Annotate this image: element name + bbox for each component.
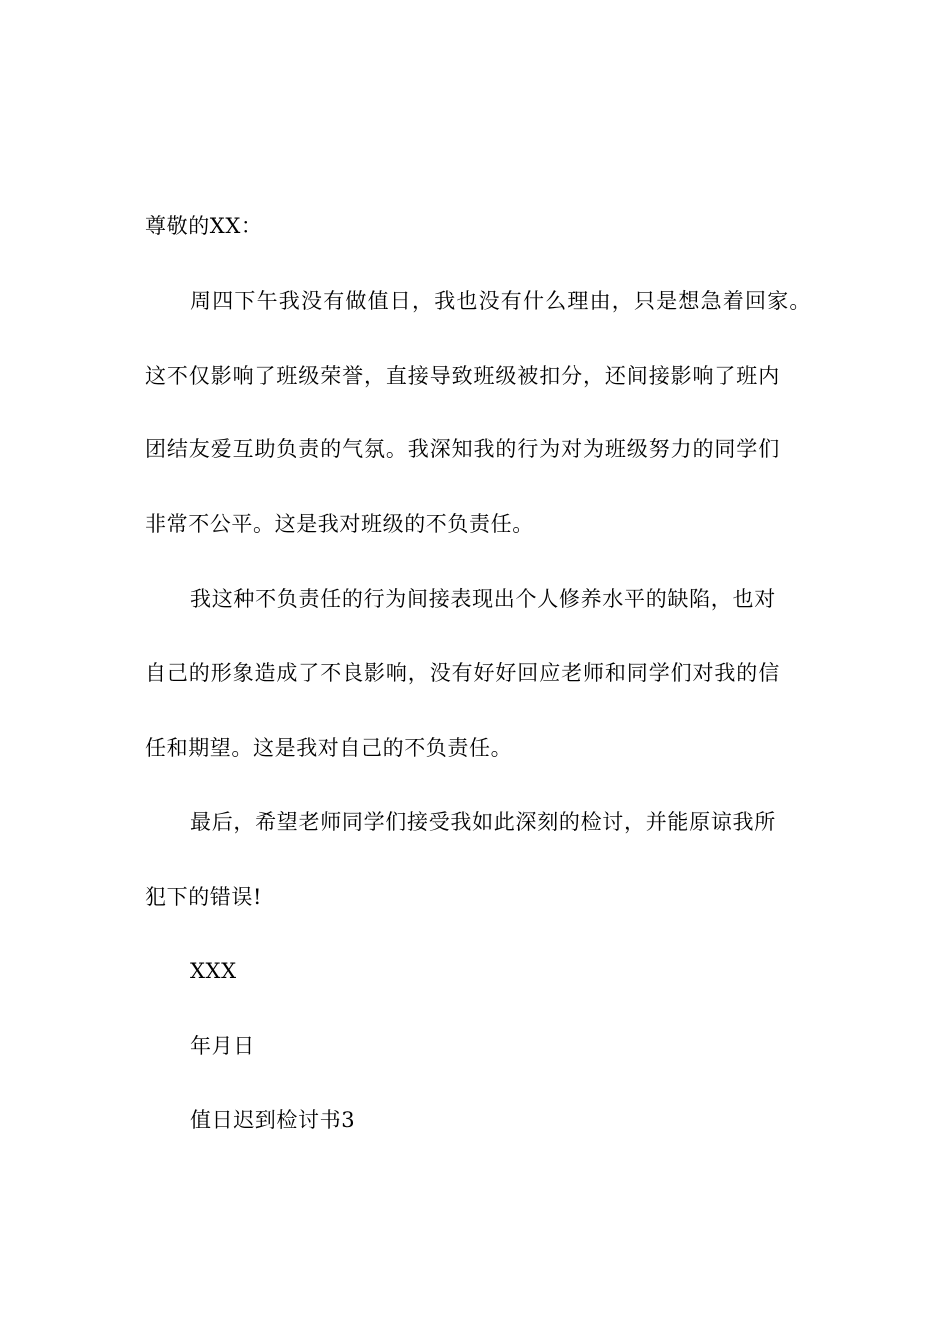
- salutation: 尊敬的XX：: [145, 214, 263, 238]
- paragraph-3-line-1: 最后，希望老师同学们接受我如此深刻的检讨，并能原谅我所: [190, 810, 776, 834]
- signature-date: 年月日: [190, 1034, 255, 1058]
- paragraph-2-line-3: 任和期望。这是我对自己的不负责任。: [145, 736, 513, 760]
- paragraph-2-line-2: 自己的形象造成了不良影响，没有好好回应老师和同学们对我的信: [145, 661, 781, 685]
- signature-name: XXX: [190, 959, 237, 983]
- next-section-title: 值日迟到检讨书3: [190, 1108, 356, 1132]
- paragraph-3-line-2: 犯下的错误!: [145, 885, 263, 909]
- paragraph-1-line-2: 这不仅影响了班级荣誉，直接导致班级被扣分，还间接影响了班内: [145, 364, 781, 388]
- paragraph-1-line-3: 团结友爱互助负责的气氛。我深知我的行为对为班级努力的同学们: [145, 437, 781, 461]
- paragraph-1-line-1: 周四下午我没有做值日，我也没有什么理由，只是想急着回家。: [190, 289, 812, 313]
- paragraph-1-line-4: 非常不公平。这是我对班级的不负责任。: [145, 512, 534, 536]
- paragraph-2-line-1: 我这种不负责任的行为间接表现出个人修养水平的缺陷，也对: [190, 587, 776, 611]
